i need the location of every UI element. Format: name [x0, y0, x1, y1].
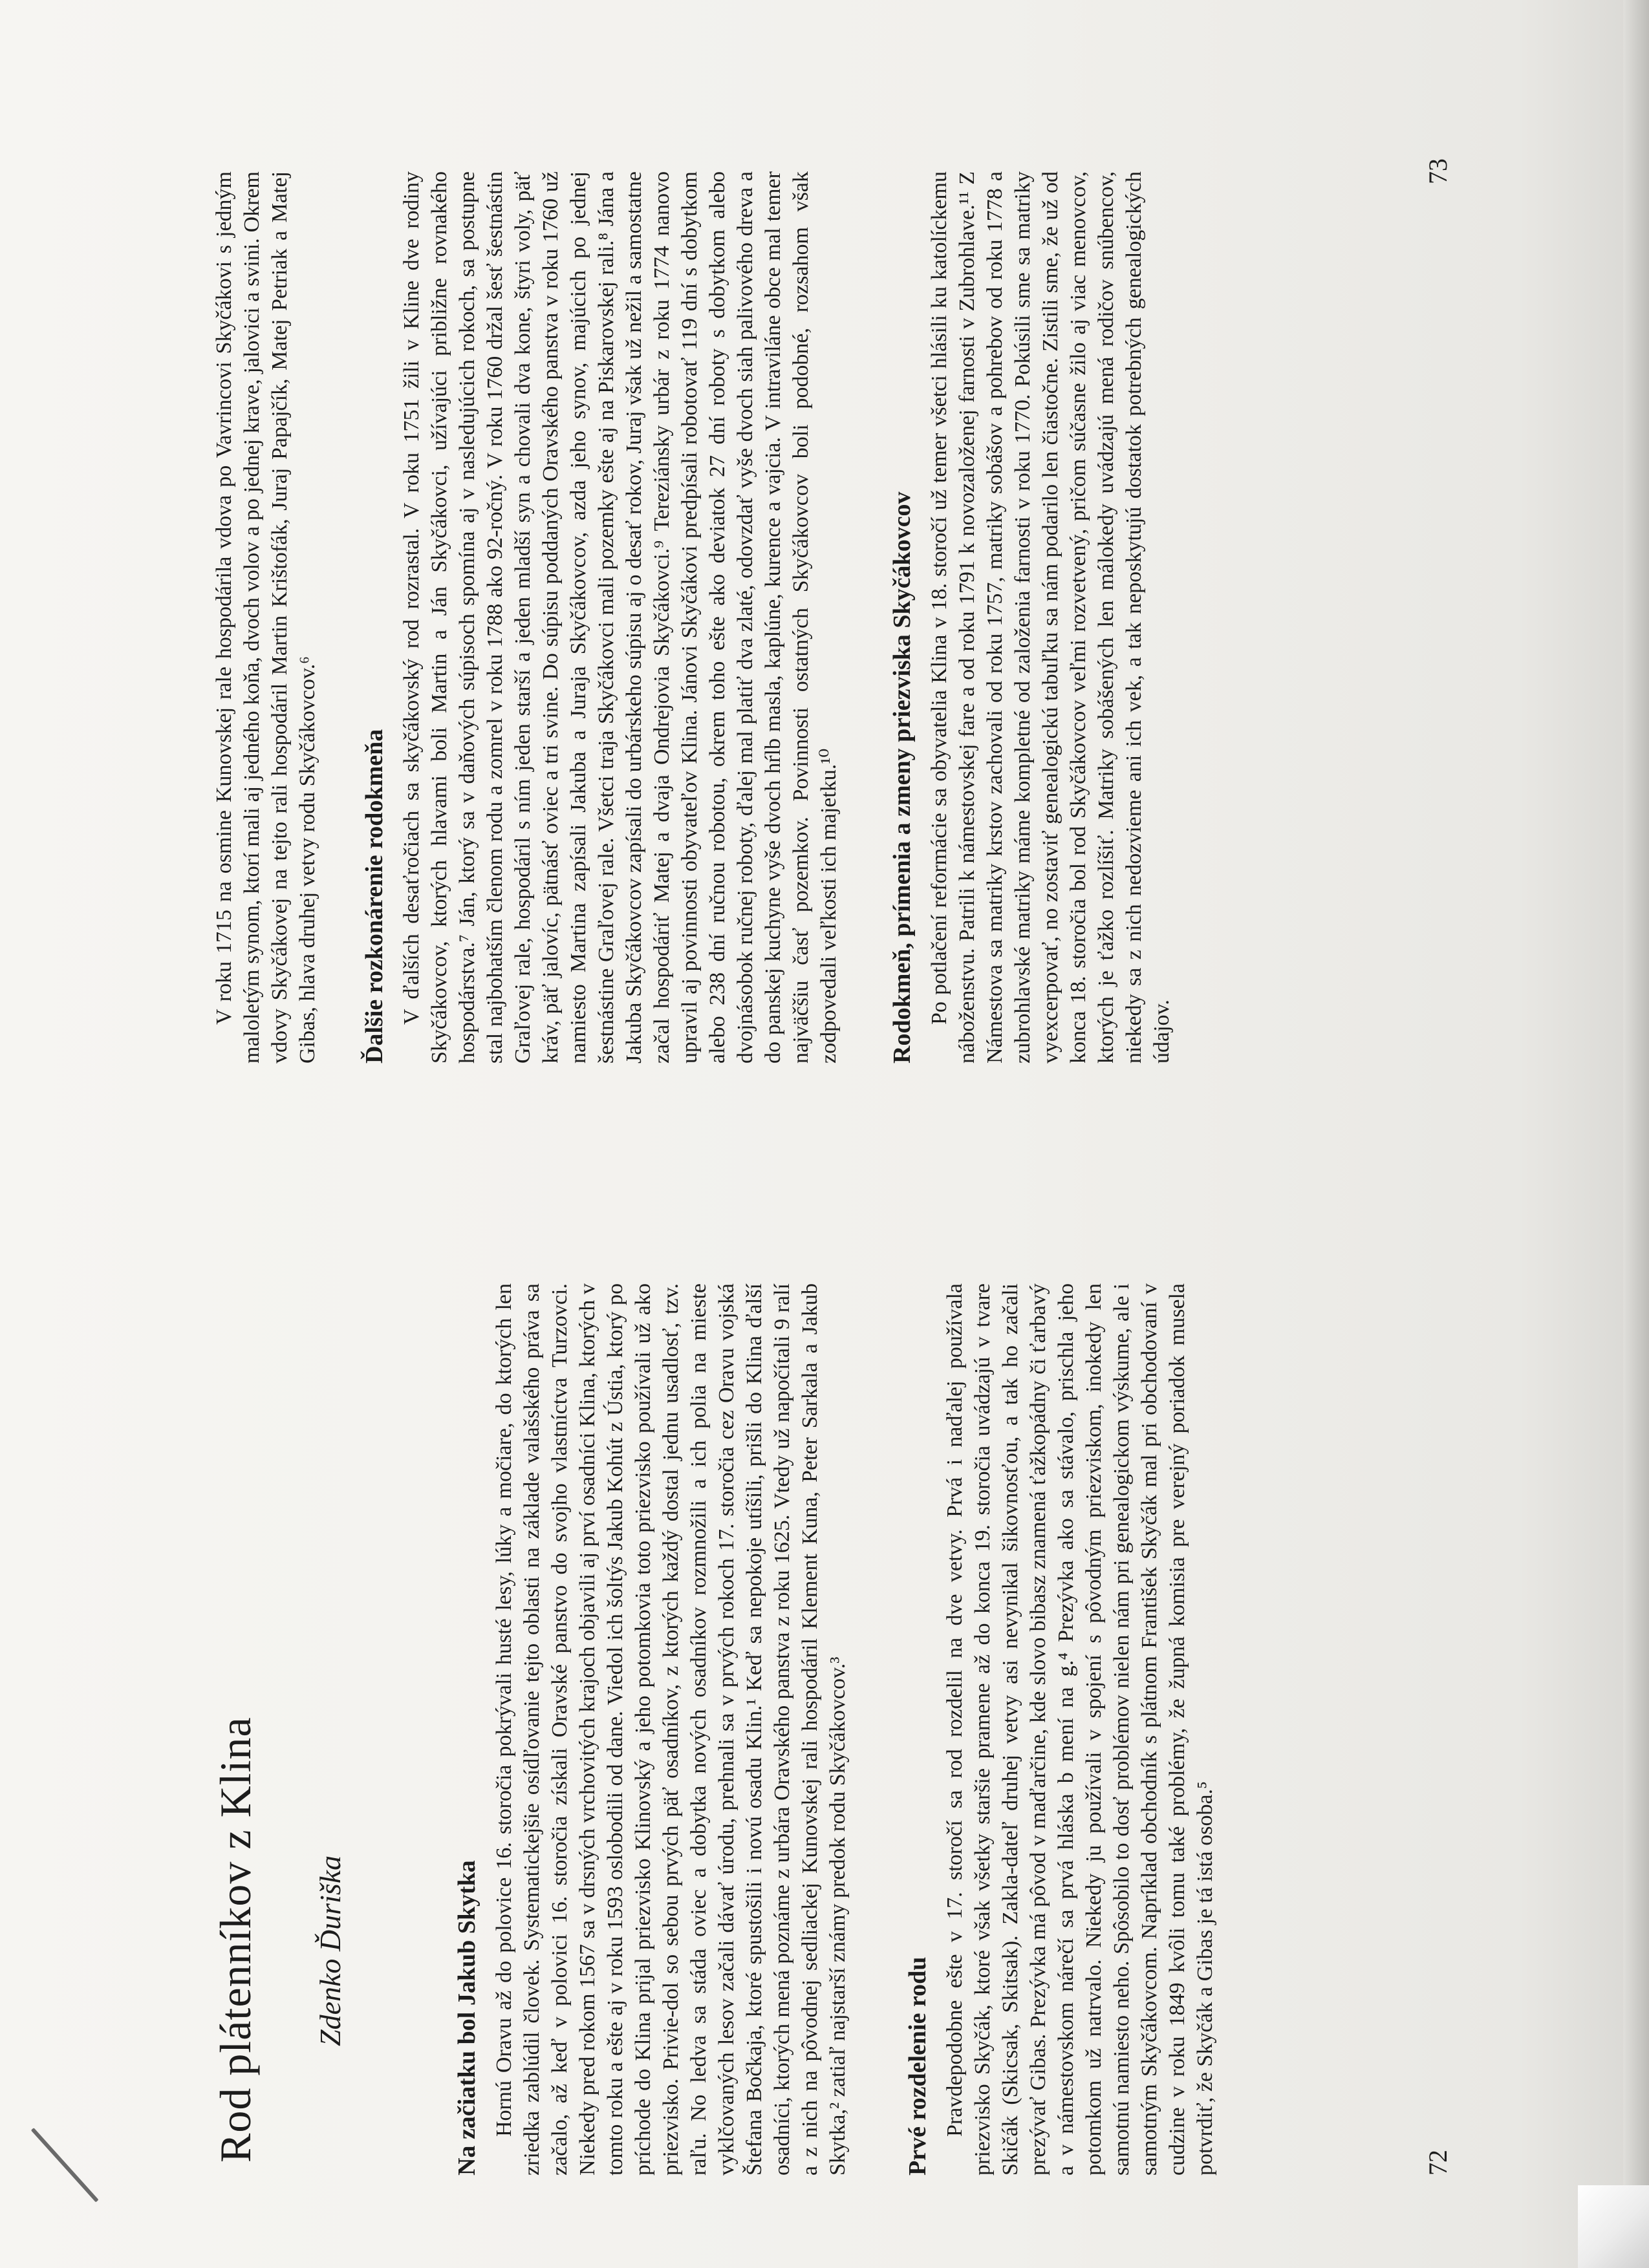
page-corner-fold — [1578, 2185, 1649, 2268]
paragraph: Pravdepodobne ešte v 17. storočí sa rod rozdelil na dve vetvy. Prvá i naďalej používala priezvisko Skyčák, ktoré však všetky staršie pramene až do konca 19. storočia uvádzajú v tvare Skičák (Skicsak, Skitsak). Zakla-dateľ druhej vetvy asi nevynikal šikovnosťou, a tak ho začali prezývať Gibas. Prezývka má pôvod v maďarčine, kde slovo bibasz znamená ťažkopádny či ťarbavý a v námestovskom nárečí sa prvá hláska b mení na g.⁴ Prezývka ako sa stávalo, prischla jeho potomkom už natrvalo. Niekedy ju používali v spojení s pôvodným priezviskom, inokedy len samotnú namiesto neho. Spôsobilo to dosť problémov nielen nám pri genealogickom výskume, ale i samotným Skyčákovcom. Napríklad obchodník s plátnom František Skyčák mal pri obchodovaní v cudzine v roku 1849 kvôli tomu také problémy, že župná komisia pre verejný poriadok musela potvrdiť, že Skyčák a Gibas je tá istá osoba.⁵ — [943, 1283, 1217, 2176]
article-title: Rod plátenníkov z Klina — [211, 1717, 260, 2163]
section-heading: Na začiatku bol Jakub Skytka — [453, 1860, 480, 2176]
page-number: 73 — [1423, 158, 1452, 184]
paragraph: V ďalších desaťročiach sa skyčákovský rod rozrastal. V roku 1751 žili v Kline dve rodiny Skyčákovcov, ktorých hlavami boli Martin a Ján Skyčákovci, užívajúci približne rovnakého hospodárstva.⁷ Ján, ktorý sa v daňových súpisoch spomína aj v nasledujúcich rokoch, sa postupne stal najbohatším členom rodu a zomrel v roku 1788 ako 92-ročný. V roku 1760 držal šesť šestnástin Graľovej rale, hospodáril s ním jeden starší a jeden mladší syn a chovali dva kone, štyri voly, päť kráv, päť jalovíc, pätnásť oviec a tri svine. Do súpisu poddaných Oravského panstva v roku 1760 už namiesto Martina zapísali Jakuba a Juraja Skyčákovcov, azda jeho synov, majúcich po jednej šestnástine Graľovej rale. Všetci traja Skyčákovci mali pozemky ešte aj na Piskarovskej rali.⁸ Jána a Jakuba Skyčákovcov zapísali do urbárskeho súpisu aj o desať rokov, Juraj však už nežil a samostatne začal hospodáriť Matej a dvaja Ondrejovia Skyčákovci.⁹ Tereziánsky urbár z roku 1774 nanovo upravil aj povinnosti obyvateľov Klina. Jánovi Skyčákovi predpísali robotovať 119 dní s dobytkom alebo 238 dní ručnou robotou, okrem toho ešte ako deviatok 27 dní roboty s dobytkom alebo dvojnásobok ručnej roboty, ďalej mal platiť dva zlaté, odovzdať vyše dvoch siah palivového dreva a do panskej kuchyne vyše dvoch hŕlb masla, kaplúne, kurence a vajcia. V intraviláne obce mal temer najväčšiu časť pozemkov. Povinnosti ostatných Skyčákovcov boli podobné, rozsahom však zodpovedali veľkosti ich majetku.¹⁰ — [400, 171, 841, 1064]
section-jakub-skytka — [453, 1283, 852, 2176]
section-dalsie-rozkonarenie — [360, 171, 843, 1064]
left-page — [197, 1270, 1465, 2176]
paragraph: Po potlačení reformácie sa obyvatelia Klina v 18. storočí už temer všetci hlásili ku katolíckemu náboženstvu. Patrili k námestovskej fare a od roku 1791 k novozaloženej farnosti v Zubrohlave.¹¹ Z Námestova sa matriky krstov zachovali od roku 1757, matriky sobášov a pohrebov od roku 1778 a zubrohlavské matriky máme kompletné od založenia farnosti v roku 1770. Pokúsili sme sa matriky vyexcerpovať, no zostaviť genealogickú tabuľku sa nám podarilo len čiastočne. Zistili sme, že už od konca 18. storočia bol rod Skyčákovcov veľmi rozvetvený, pričom súčasne žilo aj viac menovcov, ktorých je ťažko rozlíšiť. Matriky sobášených len málokedy uvádzajú mená rodičov snúbencov, niekedy sa z nich nedozvieme ani ich vek, a tak neposkytujú dostatok potrebných genealogických údajov. — [927, 171, 1174, 1064]
section-heading: Prvé rozdelenie rodu — [904, 1956, 931, 2176]
intro-paragraph: V roku 1715 na osmine Kunovskej rale hospodárila vdova po Vavrincovi Skyčákovi s jedným maloletým synom, ktorí mali aj jedného koňa, dvoch volov a po jednej krave, jalovici a svini. Okrem vdovy Skyčákovej na tejto rali hospodáril Martin Krištofák, Juraj Papajčík, Matej Petriak a Matej Gibas, hlava druhej vetvy rodu Skyčákovcov.⁶ — [212, 171, 319, 1064]
paragraph: Hornú Oravu až do polovice 16. storočia pokrývali husté lesy, lúky a močiare, do ktorých len zriedka zablúdil človek. Systematickejšie osídľovanie tejto oblasti na základe valašského práva sa začalo, až keď v polovici 16. storočia získali Oravské panstvo do svojho vlastníctva Turzovci. Niekedy pred rokom 1567 sa v drsných vrchovitých krajoch objavili aj prví osadníci Klina, ktorých v tomto roku a ešte aj v roku 1593 oslobodili od dane. Viedol ich šoltýs Jakub Kohút z Ústia, ktorý po príchode do Klina prijal priezvisko Klinovský a jeho potomkovia toto priezvisko používali už ako priezvisko. Privie-dol so sebou prvých päť osadníkov, z ktorých každý dostal jednu usadlosť, tzv. raľu. No ledva sa stáda oviec a dobytka nových osadníkov rozmnožili a ich polia na mieste vyklčovaných lesov začali dávať úrodu, prehnali sa v prvých rokoch 17. storočia cez Oravu vojská Štefana Bočkaja, ktoré spustošili i novú osadu Klin.¹ Keď sa nepokoje utíšili, prišli do Klina ďalší osadníci, ktorých mená poznáme z urbára Oravského panstva z roku 1625. Vtedy už napočítali 9 ralí a z nich na pôvodnej sedliackej Kunovskej rali hospodáril Klement Kuna, Peter Sarkala a Jakub Skytka,² zatiaľ najstarší známy predok rodu Skyčákovcov.³ — [492, 1283, 850, 2176]
right-page — [197, 158, 1465, 1064]
right-page-body — [210, 171, 1176, 1064]
left-page-body — [453, 1283, 1219, 2176]
scan-edge-shadow — [1623, 0, 1649, 2268]
book-spread — [197, 158, 1465, 2176]
section-heading: Ďalšie rozkonárenie rodokmeňa — [361, 729, 388, 1064]
article-author: Zdenko Ďuriška — [314, 1855, 347, 2046]
page-number: 72 — [1423, 2150, 1452, 2176]
section-rodokmen — [888, 171, 1176, 1064]
section-prve-rozdelenie — [903, 1283, 1219, 2176]
section-heading: Rodokmeň, prímenia a zmeny priezviska Skyčákovcov — [889, 491, 916, 1064]
